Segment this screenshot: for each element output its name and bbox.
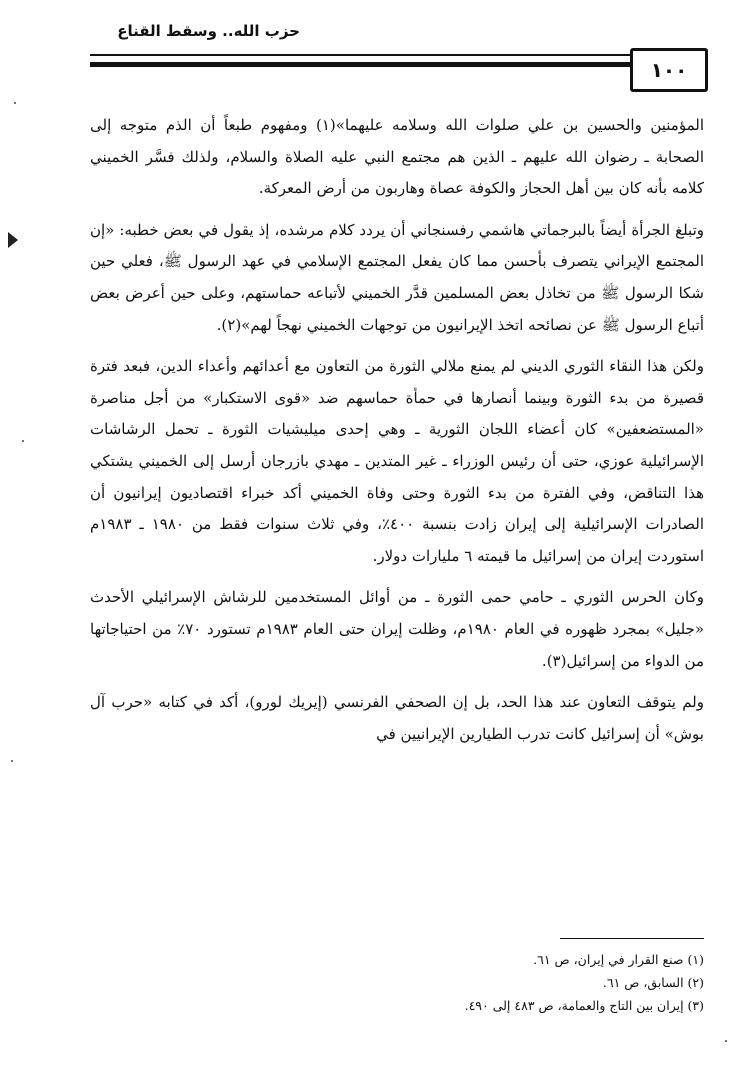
- page-header: [90, 20, 710, 82]
- scan-speck: [22, 440, 24, 442]
- scan-speck: [725, 1040, 727, 1042]
- paragraph: وتبلغ الجرأة أيضاً بالبرجماتي هاشمي رفسنجاني أن يردد كلام مرشده، إذ يقول في بعض خطبه: «إن المجتمع الإيراني يتصرف بأحسن مما كان يفعل المجتمع الإسلامي في عهد الرسول ﷺ، فعلي حين شكا الرسول ﷺ من تخاذل بعض المسلمين قدَّر الخميني لأتباعه حماستهم، وعلى حين أعرض بعض أتباع الرسول ﷺ عن نصائحه اتخذ الإيرانيون من توجهات الخميني نهجاً لهم»(٢).: [90, 220, 704, 334]
- margin-arrow-mark: [8, 232, 18, 248]
- footnote-separator: [560, 938, 704, 939]
- scan-speck: [11, 760, 13, 762]
- page-number-box: [630, 48, 708, 92]
- page-number: ١٠٠: [650, 58, 688, 82]
- paragraph: وكان الحرس الثوري ـ حامي حمى الثورة ـ من أوائل المستخدمين للرشاش الإسرائيلي الأحدث «جليل» بمجرد ظهوره في العام ١٩٨٠م، وظلت إيران حتى العام ١٩٨٣م تستورد ٧٠٪ من احتياجاتها من الدواء من إسرائيل(٣).: [90, 588, 705, 670]
- header-rule-thick: [90, 62, 630, 67]
- paragraph: ولم يتوقف التعاون عند هذا الحد، بل إن الصحفي الفرنسي (إيريك لورو)، أكد في كتابه «حرب آل بوش» أن إسرائيل كانت تدرب الطيارين الإيرانيين في: [90, 693, 704, 743]
- running-title: حزب الله.. وسقط القناع: [117, 22, 300, 40]
- scan-speck: [14, 102, 16, 104]
- footnotes: [90, 948, 704, 1017]
- footnote: (٣) إيران بين التاج والعمامة، ص ٤٨٣ إلى ٤٩٠.: [464, 998, 704, 1013]
- footnote: (٢) السابق، ص ٦١.: [602, 975, 704, 990]
- footnote: (١) صنع القرار في إيران، ص ٦١.: [533, 952, 704, 967]
- paragraph: المؤمنين والحسين بن علي صلوات الله وسلامه عليهما»(١) ومفهوم طبعاً أن الذم متوجه إلى الصحابة ـ رضوان الله عليهم ـ الذين هم مجتمع النبي عليه الصلاة والسلام، ولذلك فسَّر الخميني كلامه بأنه كان بين أهل الحجاز والكوفة عصاة وهاربون من أرض المعركة.: [90, 116, 704, 198]
- body-text: [90, 110, 704, 760]
- header-rule-thin: [90, 54, 630, 56]
- paragraph: ولكن هذا النقاء الثوري الديني لم يمنع ملالي الثورة من التعاون مع أعدائهم وأعداء الدين، فبعد فترة قصيرة من بدء الثورة وبينما أنصارها في حمأة حماسهم ضد «قوى الاستكبار» من أجل مناصرة «المستضعفين» كان أعضاء اللجان الثورية ـ وهي إحدى ميليشيات الثورة ـ تحمل الرشاشات الإسرائيلية عوزي، حتى أن رئيس الوزراء ـ غير المتدين ـ مهدي بازرجان أرسل إلى الخميني يشتكي هذا التناقض، وفي الفترة من بدء الثورة وحتى وفاة الخميني أكد خبراء اقتصاديون إيرانيون أن الصادرات الإسرائيلية إلى إيران زادت بنسبة ٤٠٠٪، وفي ثلاث سنوات فقط من ١٩٨٠ ـ ١٩٨٣م استوردت إيران من إسرائيل ما قيمته ٦ مليارات دولار.: [90, 357, 704, 565]
